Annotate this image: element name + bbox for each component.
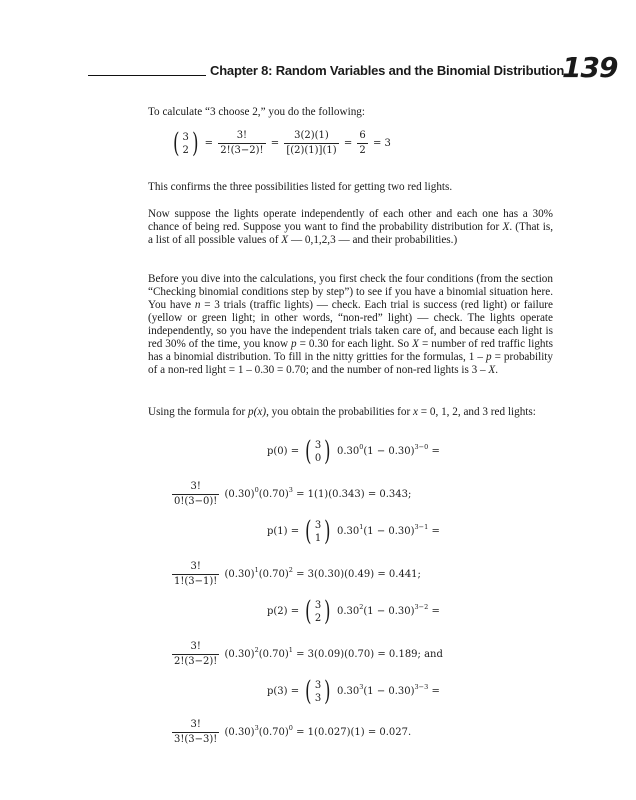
probability-line-p2: p(2) = ( 3 2 ) $0.30^2(1 - 0.30)^{3-2}$ = xyxy=(267,596,440,627)
calculation-line-p3: $\frac{3!}{3!(3-3)!}$ $(0.30)^3(0.70)^0 = 1(0.027)(1) = 0.027$. xyxy=(174,719,412,745)
chapter-title: Chapter 8: Random Variables and the Binomial Distribution xyxy=(210,63,565,78)
header-rule xyxy=(88,75,206,76)
paragraph-conditions: Before you dive into the calculations, you first check the four conditions (from the section “Checking binomial conditions step by step”) to see if you have a binomial situation here. You have n = 3 trials (traffic lights) — check. Each trial is success (red light) or failure (yellow or green light; in other words, “non-red” light) — check. The lights operate independently, so you have the independent trials taken care of, and because each light is red 30% of the time, you know p = 0.30 for each light. So X = number of red traffic lights has a binomial distribution. To fill in the nitty gritties for the formulas, 1 – p = probability of a non-red light = 1 – 0.30 = 0.70; and the number of non-red lights is 3 – X. xyxy=(148,273,554,376)
fraction-simplified: $\frac{6}{2}$ xyxy=(359,130,366,156)
choose-calculation: ( 3 2 ) = $\frac{3!}{2!(3-2)!}$ = $\frac{3(2)(1)}{[(2)(1)](1)}$ = $\frac{6}{2}$ = 3 xyxy=(170,130,391,157)
fraction-factorial: $\frac{3!}{2!(3-2)!}$ xyxy=(220,130,264,156)
fraction-expanded: $\frac{3(2)(1)}{[(2)(1)](1)}$ xyxy=(286,130,337,156)
paragraph-confirm: This confirms the three possibilities listed for getting two red lights. xyxy=(148,181,453,193)
probability-line-p3: p(3) = ( 3 3 ) $0.30^3(1 - 0.30)^{3-3}$ = xyxy=(267,676,440,707)
probability-line-p1: p(1) = ( 3 1 ) $0.30^1(1 - 0.30)^{3-1}$ = xyxy=(267,516,440,547)
calculation-line-p1: $\frac{3!}{1!(3-1)!}$ $(0.30)^1(0.70)^2 = 3(0.30)(0.49) = 0.441$; xyxy=(174,561,421,587)
paragraph-formula: Using the formula for p(x), you obtain the probabilities for x = 0, 1, 2, and 3 red lights: xyxy=(148,406,536,418)
probability-line-p0: p(0) = ( 3 0 ) $0.30^0(1 - 0.30)^{3-0}$ = xyxy=(267,436,440,467)
page-number: 139 xyxy=(562,51,618,84)
paragraph-intro: To calculate “3 choose 2,” you do the following: xyxy=(148,106,365,118)
calculation-line-p0: $\frac{3!}{0!(3-0)!}$ $(0.30)^0(0.70)^3 = 1(1)(0.343) = 0.343$; xyxy=(174,481,412,507)
binomial-coefficient: ( 3 2 ) xyxy=(173,128,199,159)
paragraph-setup: Now suppose the lights operate independently of each other and each one has a 30% chance of being red. Suppose you want to find the probability distribution for X. (That is, a list of all possible values of X — 0,1,2,3 — and their probabilities.) xyxy=(148,208,553,246)
calculation-line-p2: $\frac{3!}{2!(3-2)!}$ $(0.30)^2(0.70)^1 = 3(0.09)(0.70) = 0.189$; and xyxy=(174,641,443,667)
